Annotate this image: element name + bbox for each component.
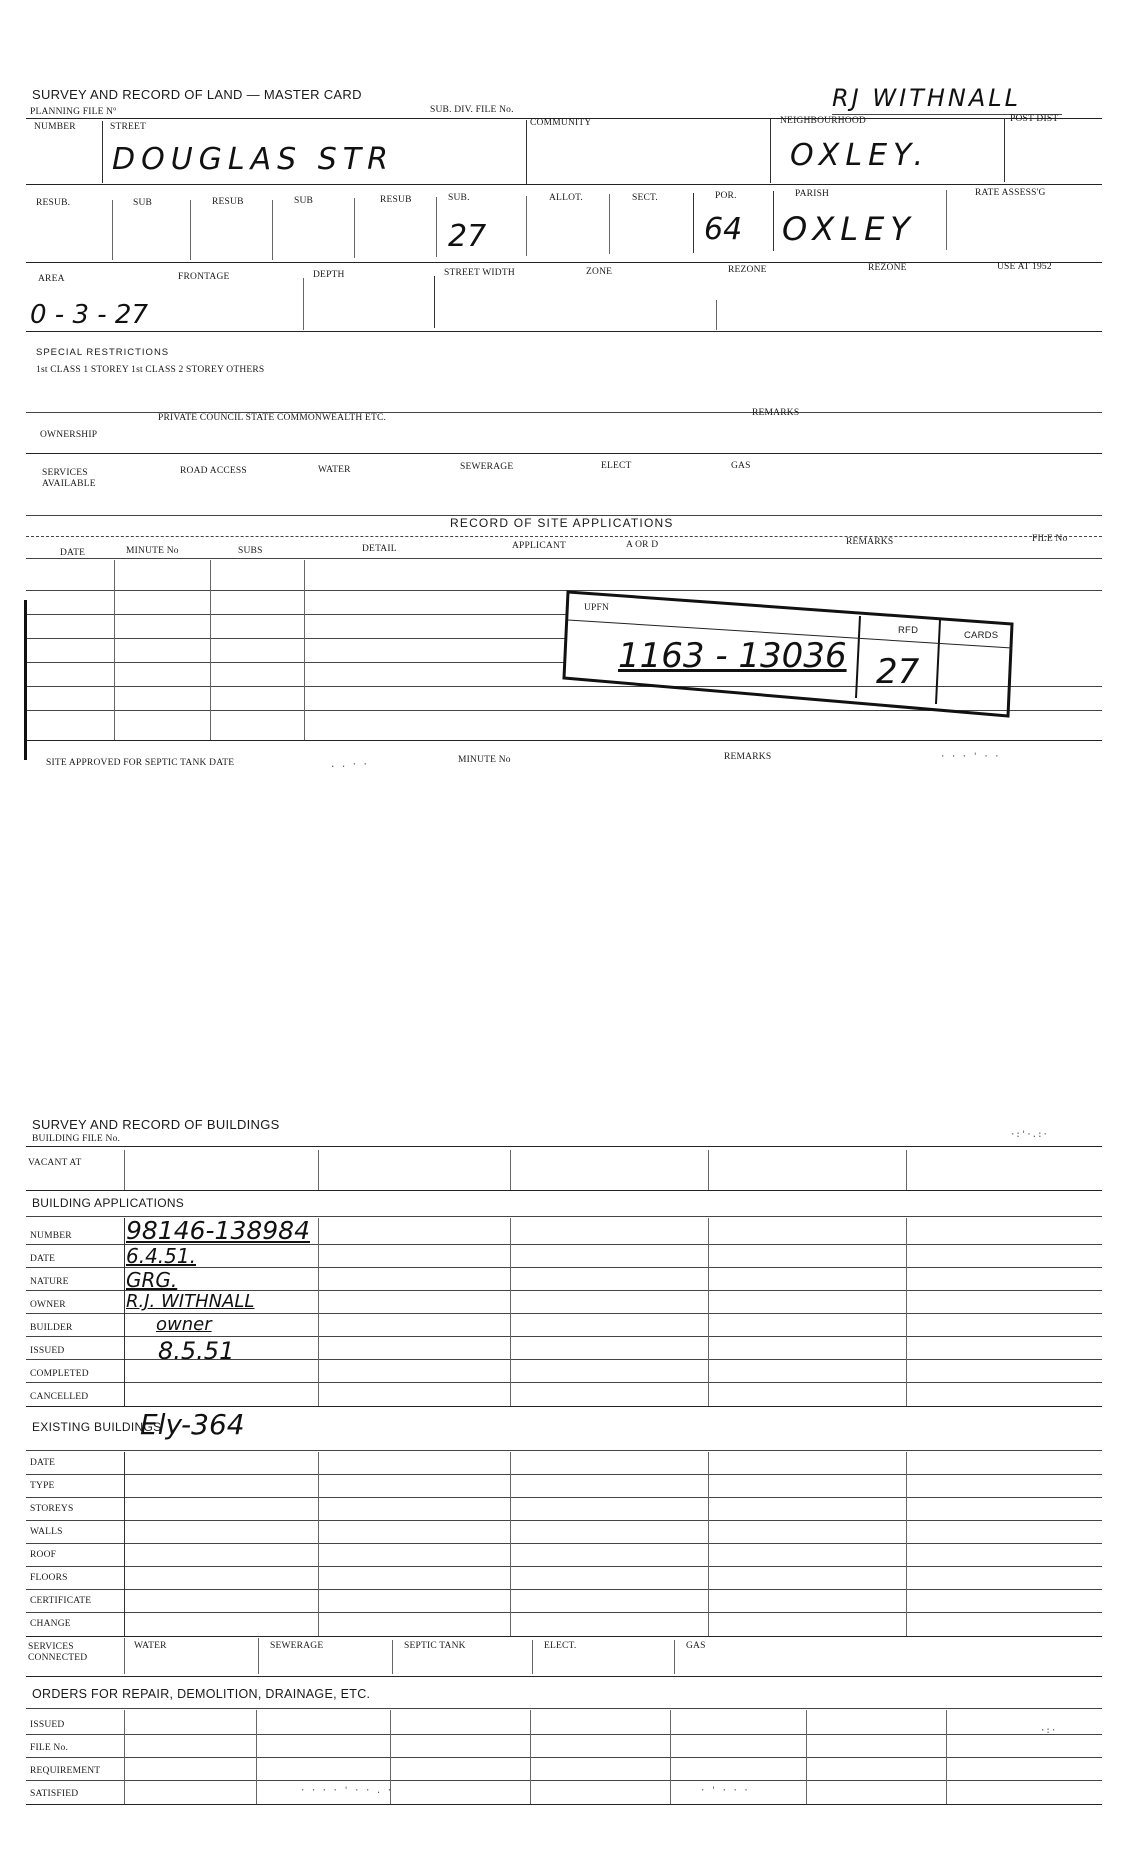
orders-row-requirement: REQUIREMENT	[30, 1766, 101, 1776]
app-row-completed: COMPLETED	[30, 1369, 89, 1379]
existing-buildings-value: Ely-364	[140, 1408, 245, 1441]
app-row-owner: OWNER	[30, 1300, 66, 1310]
rezone-label-2: REZONE	[868, 263, 907, 273]
exist-row-roof: ROOF	[30, 1550, 57, 1560]
exist-row-walls: WALLS	[30, 1527, 63, 1537]
community-label: COMMUNITY	[530, 118, 592, 128]
resub-label-1: RESUB.	[36, 198, 71, 208]
resub-label-3: RESUB	[380, 195, 412, 205]
services-available-label-1: SERVICES	[42, 468, 88, 478]
services-connected-label-1: SERVICES	[28, 1642, 74, 1652]
orders-title: ORDERS FOR REPAIR, DEMOLITION, DRAINAGE, ETC.	[32, 1687, 371, 1701]
app-nature-value: GRG.	[126, 1268, 178, 1292]
site-applications-title: RECORD OF SITE APPLICATIONS	[450, 516, 674, 530]
post-dist-label: POST DIST	[1010, 114, 1059, 124]
site-col-remarks: REMARKS	[846, 537, 894, 547]
cards-label: CARDS	[964, 630, 999, 641]
vacant-at-label: VACANT AT	[28, 1158, 82, 1168]
neighbourhood-value: OXLEY.	[790, 138, 930, 173]
app-row-number: NUMBER	[30, 1231, 72, 1241]
exist-row-storeys: STOREYS	[30, 1504, 74, 1514]
site-col-applicant: APPLICANT	[512, 541, 567, 551]
frontage-label: FRONTAGE	[178, 272, 230, 282]
exist-row-change: CHANGE	[30, 1619, 71, 1629]
upfn-label: UPFN	[584, 603, 610, 613]
number-label: NUMBER	[34, 122, 76, 132]
app-owner-value: R.J. WITHNALL	[126, 1291, 255, 1312]
depth-label: DEPTH	[313, 270, 345, 280]
app-row-builder: BUILDER	[30, 1323, 73, 1333]
app-row-issued: ISSUED	[30, 1346, 65, 1356]
sub-label-2: SUB	[294, 196, 314, 206]
site-col-detail: DETAIL	[362, 544, 397, 554]
septic-approval-label: SITE APPROVED FOR SEPTIC TANK DATE	[46, 758, 235, 768]
app-number-value: 98146-138984	[126, 1216, 310, 1245]
services-connected-label-2: CONNECTED	[28, 1653, 88, 1663]
street-width-label: STREET WIDTH	[444, 268, 515, 278]
app-row-nature: NATURE	[30, 1277, 69, 1287]
exist-row-certificate: CERTIFICATE	[30, 1596, 92, 1606]
remarks-label: REMARKS	[752, 408, 800, 418]
elect-label: ELECT	[601, 461, 632, 471]
footer-minute-label: MINUTE No	[458, 755, 511, 765]
street-label: STREET	[110, 122, 147, 132]
exist-row-type: TYPE	[30, 1481, 55, 1491]
orders-row-satisfied: SATISFIED	[30, 1789, 79, 1799]
parish-label: PARISH	[795, 189, 830, 199]
site-col-file: FILE No	[1032, 534, 1068, 544]
owner-name-handwritten: RJ WITHNALL	[832, 84, 1022, 112]
site-col-subs: SUBS	[238, 546, 263, 556]
street-value: DOUGLAS STR	[112, 142, 394, 177]
area-label: AREA	[38, 274, 65, 284]
app-row-cancelled: CANCELLED	[30, 1392, 89, 1402]
building-applications-title: BUILDING APPLICATIONS	[32, 1196, 185, 1210]
existing-buildings-title: EXISTING BUILDINGS	[32, 1420, 162, 1434]
site-col-date: DATE	[60, 548, 86, 558]
class-options: 1st CLASS 1 STOREY 1st CLASS 2 STOREY OTHERS	[36, 365, 265, 375]
road-access-label: ROAD ACCESS	[180, 466, 247, 476]
sub-div-file-label: SUB. DIV. FILE No.	[430, 105, 514, 115]
rezone-label-1: REZONE	[728, 265, 767, 275]
orders-row-issued: ISSUED	[30, 1720, 65, 1730]
ownership-label: OWNERSHIP	[40, 430, 98, 440]
planning-file-label: PLANNING FILE Nº	[30, 107, 117, 117]
conn-sewerage-label: SEWERAGE	[270, 1641, 324, 1651]
buildings-card-title: SURVEY AND RECORD OF BUILDINGS	[32, 1117, 280, 1132]
footer-remarks-label: REMARKS	[724, 752, 772, 762]
upfn-value: 1163 - 13036	[618, 636, 847, 676]
allot-label: ALLOT.	[549, 193, 584, 203]
site-col-a-or-d: A OR D	[626, 540, 659, 550]
special-restrictions-label: SPECIAL RESTRICTIONS	[36, 347, 170, 358]
neighbourhood-label: NEIGHBOURHOOD	[780, 116, 866, 126]
site-col-minute: MINUTE No	[126, 546, 179, 556]
sewerage-label: SEWERAGE	[460, 462, 514, 472]
parish-value: OXLEY	[782, 210, 916, 248]
exist-row-floors: FLOORS	[30, 1573, 68, 1583]
por-value: 64	[704, 212, 743, 247]
services-available-label-2: AVAILABLE	[42, 479, 96, 489]
rfd-value: 27	[876, 652, 920, 692]
app-issued-value: 8.5.51	[158, 1337, 235, 1365]
sub-label-3: SUB.	[448, 193, 470, 203]
use-at-label: USE AT 1952	[997, 262, 1052, 272]
app-date-value: 6.4.51.	[126, 1244, 196, 1268]
sub-value: 27	[448, 219, 487, 254]
orders-row-file: FILE No.	[30, 1743, 69, 1753]
app-builder-value: owner	[156, 1314, 212, 1335]
app-row-date: DATE	[30, 1254, 56, 1264]
conn-gas-label: GAS	[686, 1641, 706, 1651]
conn-elect-label: ELECT.	[544, 1641, 577, 1651]
area-value: 0 - 3 - 27	[30, 300, 148, 330]
sub-label-1: SUB	[133, 198, 153, 208]
water-label: WATER	[318, 465, 351, 475]
conn-septic-label: SEPTIC TANK	[404, 1641, 466, 1651]
land-card-title: SURVEY AND RECORD OF LAND — MASTER CARD	[32, 87, 362, 102]
ownership-options: PRIVATE COUNCIL STATE COMMONWEALTH ETC.	[158, 413, 387, 423]
exist-row-date: DATE	[30, 1458, 56, 1468]
por-label: POR.	[715, 191, 737, 201]
resub-label-2: RESUB	[212, 197, 244, 207]
conn-water-label: WATER	[134, 1641, 167, 1651]
gas-label: GAS	[731, 461, 751, 471]
building-file-label: BUILDING FILE No.	[32, 1134, 121, 1144]
sect-label: SECT.	[632, 193, 658, 203]
rate-assessing-label: RATE ASSESS'G	[975, 188, 1046, 198]
zone-label: ZONE	[586, 267, 613, 277]
rfd-label: RFD	[898, 625, 919, 636]
